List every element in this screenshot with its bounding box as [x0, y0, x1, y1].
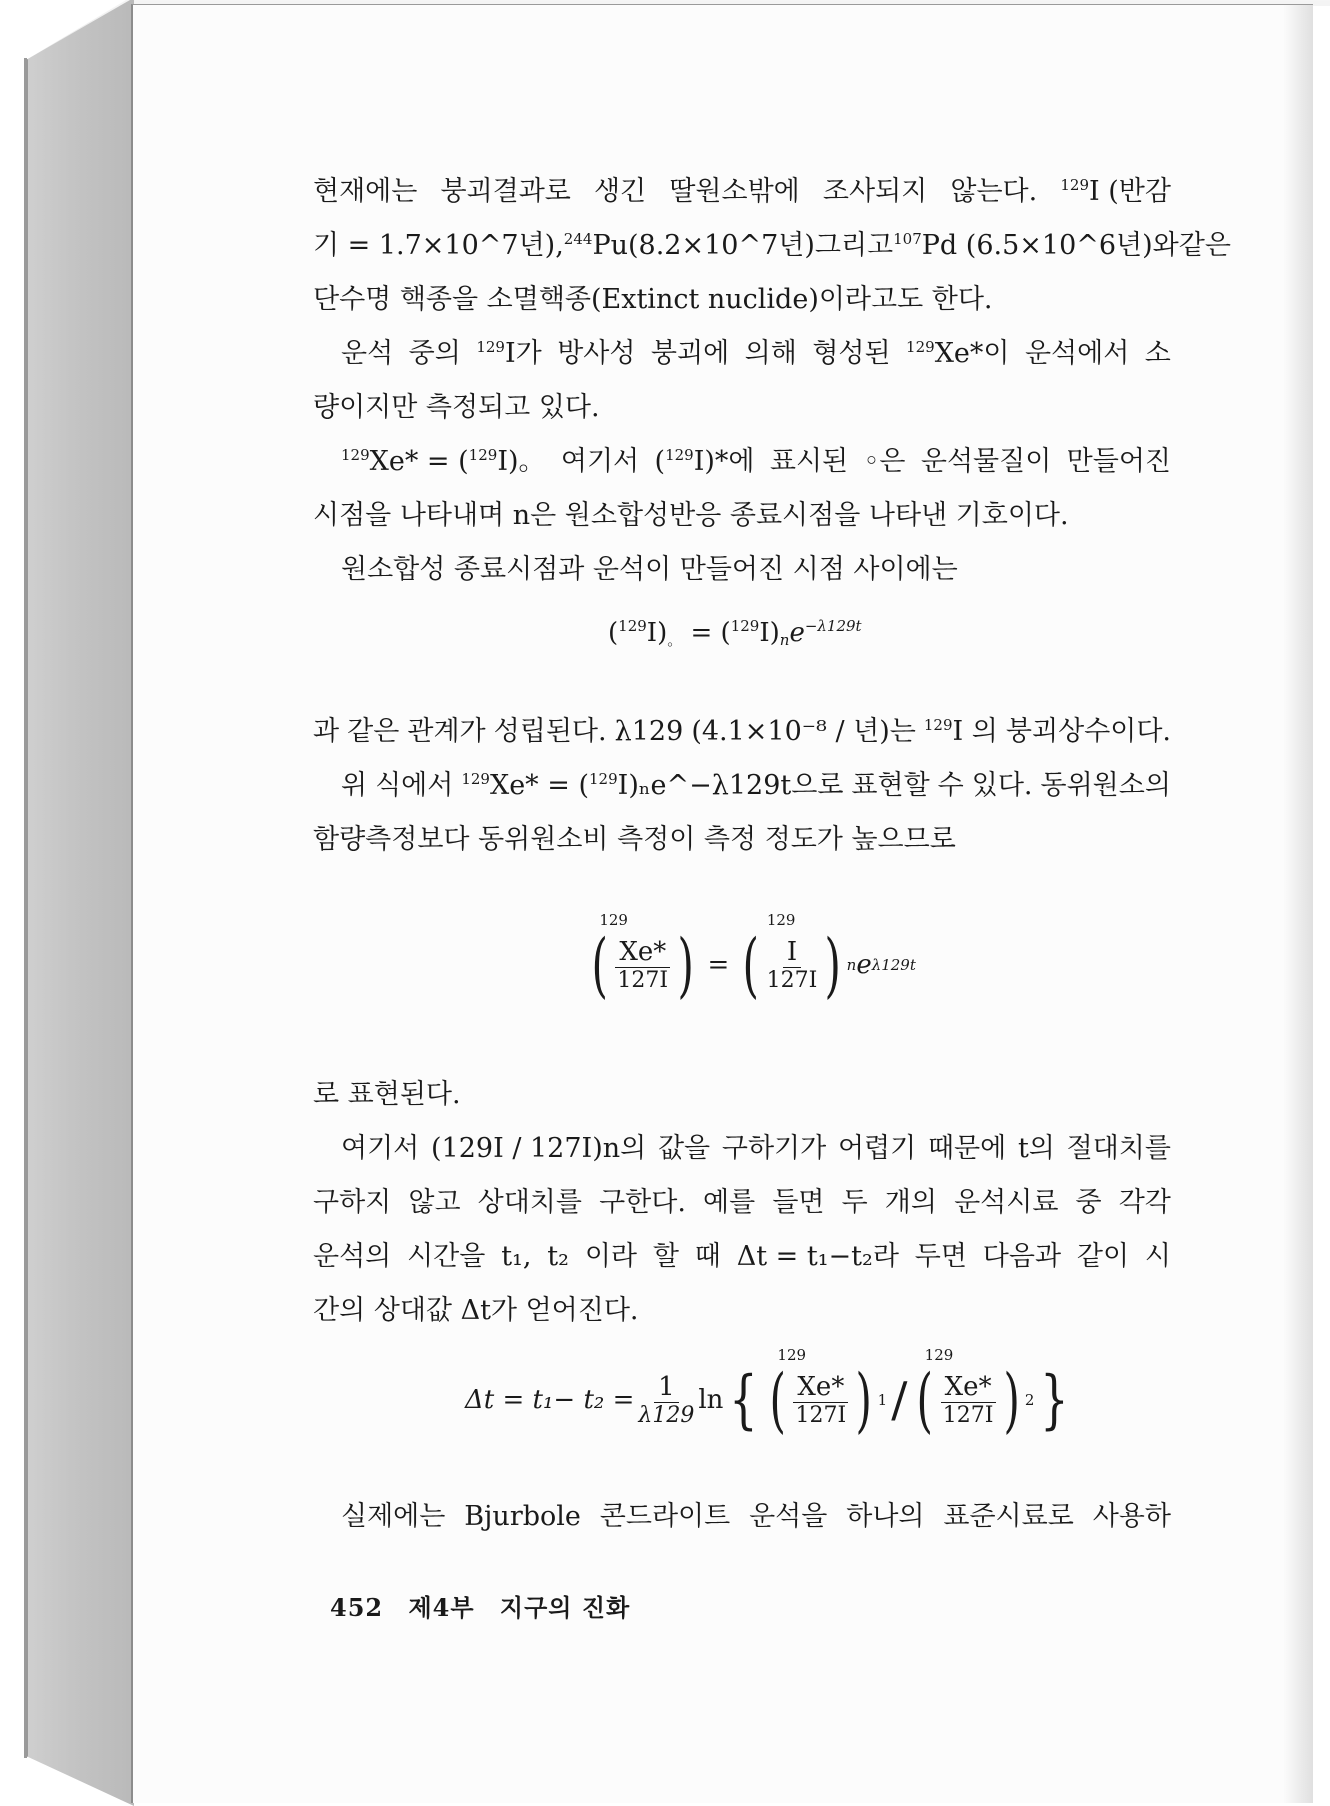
ln-operator: ln	[698, 1385, 724, 1415]
word: 생긴	[594, 176, 647, 207]
superscript: 129	[730, 617, 760, 635]
text-line	[313, 219, 1231, 273]
fraction	[924, 1346, 996, 1428]
word: 때문에	[927, 1133, 1007, 1164]
fraction-numerator	[924, 1346, 996, 1403]
equals-sign: =	[707, 950, 730, 980]
word: 표현할	[851, 770, 930, 801]
word: 붕괴결과로	[440, 176, 571, 207]
word: 붕괴상수이다.	[1005, 716, 1171, 747]
equals-sign: =	[690, 618, 713, 648]
left-paren: (	[916, 1359, 934, 1441]
word: 중의	[408, 338, 461, 369]
word: 운석에서	[1024, 338, 1130, 369]
word: 운석을	[749, 1501, 828, 1532]
left-paren: (	[769, 1359, 786, 1441]
word: 이라	[584, 1241, 637, 1272]
eq-term: Xe*	[797, 1372, 845, 1402]
exp-base: e	[789, 618, 805, 648]
word: $^{129}$Xe* = ($^{129}$I)ₙe^−λ129t으로	[461, 770, 844, 801]
text-span: 단수명 핵종을 소멸핵종(Extinct nuclide)이라고도 한다.	[313, 284, 993, 315]
text-span: 간의 상대값 Δt가 얻어진다.	[313, 1295, 639, 1326]
word: 운석물질이	[920, 446, 1052, 477]
superscript: 129	[777, 1346, 807, 1364]
eq-term: Xe*	[619, 937, 667, 967]
word: 관계가	[407, 716, 486, 747]
text-line	[313, 543, 1171, 597]
left-brace: {	[729, 1363, 759, 1437]
word: 사용하	[1092, 1501, 1171, 1532]
text-line	[313, 1122, 1171, 1176]
slash: /	[891, 1372, 908, 1428]
text-span: 시점을 나타내며 n은 원소합성반응 종료시점을 나타낸 기호이다.	[313, 500, 1069, 531]
text-line	[313, 759, 1171, 813]
fraction-denominator: 127I	[795, 1403, 847, 1428]
word: 시	[1144, 1241, 1171, 1272]
word: 때	[694, 1241, 721, 1272]
word: 방사성	[557, 338, 636, 369]
word: $^{129}$I (반감	[1060, 176, 1171, 207]
word: 절대치를	[1066, 1133, 1171, 1164]
fraction-numerator	[599, 911, 670, 968]
word: 두면	[914, 1241, 967, 1272]
word: (4.1×10⁻⁸ / 년)는	[691, 716, 916, 747]
word: 할	[652, 1241, 679, 1272]
word: $^{107}$Pd (6.5×10^6년)와	[893, 230, 1179, 261]
word: 성립된다.	[493, 716, 607, 747]
right-paren: )	[1003, 1359, 1020, 1441]
word: 수	[937, 770, 964, 801]
word: 다음과	[982, 1241, 1062, 1272]
word: ($^{129}$I)*에	[654, 446, 755, 477]
text-line	[313, 1176, 1171, 1230]
word: 식에서	[375, 770, 454, 801]
text-line	[313, 1490, 1171, 1544]
word: 위	[341, 770, 368, 801]
word: 값을	[657, 1133, 711, 1164]
fraction-numerator: 1	[654, 1372, 679, 1403]
fraction-denominator: 127I	[942, 1403, 994, 1428]
eq-term: I)	[646, 618, 668, 648]
page-footer	[330, 1588, 646, 1623]
fraction-numerator	[766, 911, 801, 968]
word: $^{129}$Xe* = ($^{129}$I)。	[341, 446, 546, 477]
word: 않는다.	[950, 176, 1038, 207]
superscript: 129	[924, 1346, 954, 1364]
body-text-2	[313, 705, 1171, 867]
fraction-denominator: λ129	[638, 1403, 695, 1428]
word: ◦은	[863, 446, 906, 477]
word: 의해	[744, 338, 797, 369]
fraction	[777, 1346, 848, 1428]
fraction	[766, 911, 818, 993]
word: 중	[1075, 1187, 1102, 1218]
fraction-denominator: 127I	[617, 968, 669, 993]
word: 시간을	[407, 1241, 486, 1272]
page-number: 452	[330, 1593, 384, 1622]
word: 예를	[703, 1187, 756, 1218]
word: 실제에는	[341, 1501, 446, 1532]
word: 표준시료로	[943, 1501, 1074, 1532]
word: 들면	[772, 1187, 825, 1218]
word: 콘드라이트	[599, 1501, 731, 1532]
text-span: 량이지만 측정되고 있다.	[313, 392, 600, 423]
word: 붕괴에	[650, 338, 730, 369]
right-paren: )	[677, 924, 695, 1006]
equation-2: ( 129 Xe* 127I ) = ( 129 I 127I ) n e λ129t	[591, 911, 916, 1006]
text-span: 함량측정보다 동위원소비 측정이 측정 정도가 높으므로	[313, 824, 956, 855]
word: 구한다.	[599, 1187, 686, 1218]
right-paren: )	[824, 924, 842, 1006]
text-line	[313, 165, 1171, 219]
body-text	[313, 165, 1231, 597]
text-line	[313, 1068, 1171, 1122]
superscript: 129	[618, 617, 647, 635]
word: λ129	[614, 716, 684, 747]
text-line	[313, 273, 1171, 327]
fraction-denominator: 127I	[766, 968, 818, 993]
right-brace: }	[1040, 1363, 1070, 1437]
word: 구하기가	[721, 1133, 827, 1164]
word: 기 = 1.7×10^7년),	[313, 230, 564, 261]
word: 상대치를	[477, 1187, 582, 1218]
word: Bjurbole	[464, 1501, 581, 1532]
text-span: 원소합성 종료시점과 운석이 만들어진 시점 사이에는	[341, 554, 958, 585]
superscript: 129	[766, 911, 796, 929]
word: 개의	[884, 1187, 937, 1218]
word: 소	[1144, 338, 1171, 369]
word: 표시된	[769, 446, 849, 477]
eq-term: I)	[759, 618, 780, 648]
word: 않고	[408, 1187, 461, 1218]
word: 같이	[1076, 1241, 1130, 1272]
word: 구하지	[313, 1187, 392, 1218]
word: 조사되지	[822, 176, 928, 207]
word: 과	[313, 716, 340, 747]
text-line	[313, 435, 1171, 489]
word: 딸원소밖에	[669, 176, 800, 207]
body-text-3	[313, 1068, 1171, 1338]
word: 운석시료	[954, 1187, 1059, 1218]
body-text-4	[313, 1490, 1171, 1544]
word: $^{129}$Xe*이	[906, 338, 1010, 369]
word: 같은	[1178, 230, 1231, 261]
equation-3: Δt = t₁− t₂ = $\frac{1}{\lambda 129}$ ln { ( 129 Xe* 127I ) 1 / ( 129 Xe* 127I ) 2 }	[465, 1346, 1070, 1441]
word: 있다.	[971, 770, 1033, 801]
word: 각각	[1118, 1187, 1171, 1218]
page-shade	[1283, 5, 1313, 1803]
word: 운석	[341, 338, 394, 369]
word: 어렵기	[837, 1133, 917, 1164]
eq-term: Δt = t₁− t₂ =	[465, 1385, 635, 1415]
word: 같은	[347, 716, 400, 747]
text-line	[313, 381, 1171, 435]
left-paren: (	[742, 924, 760, 1006]
word: (129I / 127I)n의	[431, 1133, 647, 1164]
text-line	[313, 813, 1171, 867]
word: 형성된	[812, 338, 891, 369]
text-span: 로 표현된다.	[313, 1079, 461, 1110]
chapter-title: 지구의 진화	[499, 1593, 631, 1622]
word: $^{129}$I 의	[923, 716, 998, 747]
word: t의	[1017, 1133, 1055, 1164]
exponent: −λ129t	[804, 617, 862, 635]
part-label: 제4부	[408, 1593, 475, 1622]
word: Δt = t₁−t₂라	[736, 1241, 899, 1272]
exp-base: e	[856, 950, 872, 980]
word: $^{129}$I가	[476, 338, 542, 369]
superscript: 129	[599, 911, 628, 929]
word: $^{244}$Pu(8.2×10^7년)	[563, 230, 815, 261]
word: 하나의	[846, 1501, 925, 1532]
text-line	[313, 327, 1171, 381]
fraction-numerator	[777, 1346, 848, 1403]
word: 두	[841, 1187, 868, 1218]
text-line	[313, 1230, 1171, 1284]
fraction	[638, 1372, 694, 1428]
right-paren: )	[855, 1359, 873, 1441]
word: t₁,	[501, 1241, 532, 1272]
word: 여기서	[560, 446, 640, 477]
text-line	[313, 705, 1171, 759]
eq-term: Xe*	[944, 1372, 992, 1402]
subscript: n	[779, 631, 790, 649]
word: 운석의	[313, 1241, 392, 1272]
subscript: 。	[667, 631, 683, 649]
word: 여기서	[341, 1133, 420, 1164]
word: 그리고	[814, 230, 894, 261]
word: t₂	[547, 1241, 569, 1272]
eq-term: I	[786, 937, 798, 967]
book-spine	[26, 0, 136, 1806]
word: 현재에는	[313, 176, 418, 207]
equation-1: $(^{129}I)_。 = (^{129}I)_ne^{-\lambda 129t}$	[608, 617, 862, 649]
text-line	[313, 489, 1171, 543]
word: 만들어진	[1066, 446, 1171, 477]
text-line	[313, 1284, 1171, 1338]
word: 동위원소의	[1040, 770, 1171, 801]
fraction	[599, 911, 670, 993]
left-paren: (	[591, 924, 608, 1006]
